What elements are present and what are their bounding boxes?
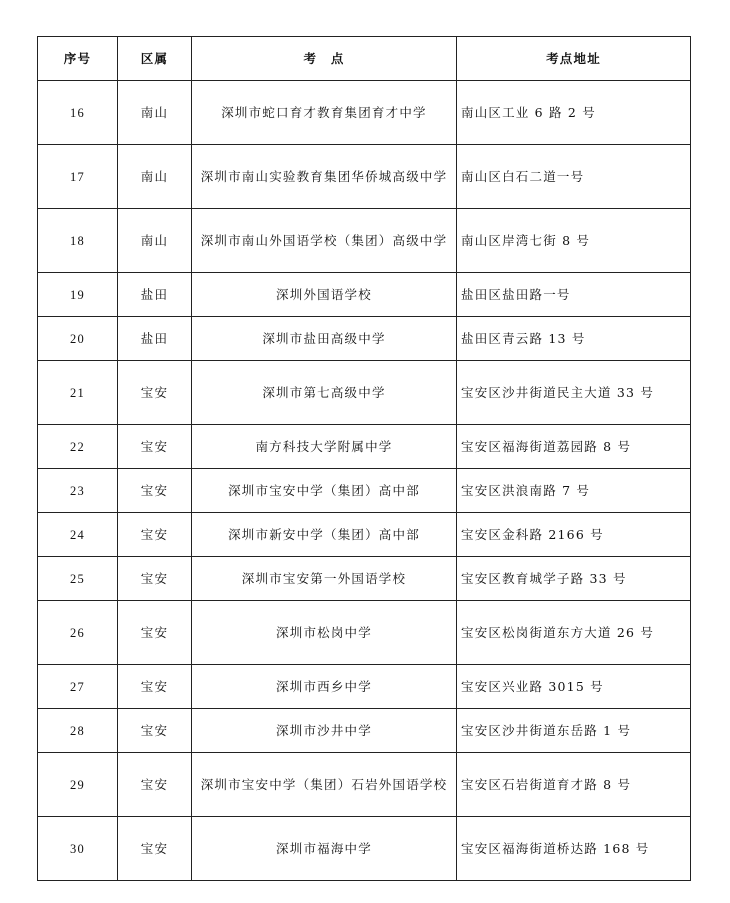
row-no: 21 (38, 361, 118, 425)
row-address: 宝安区福海街道桥达路 168 号 (457, 817, 691, 881)
row-address: 盐田区盐田路一号 (457, 273, 691, 317)
row-venue: 深圳市宝安中学（集团）石岩外国语学校 (192, 753, 457, 817)
table-row (38, 557, 691, 601)
row-venue: 深圳市宝安第一外国语学校 (192, 557, 457, 601)
row-district: 宝安 (118, 601, 192, 665)
exam-venue-table (37, 36, 691, 881)
row-district: 宝安 (118, 361, 192, 425)
row-address: 宝安区兴业路 3015 号 (457, 665, 691, 709)
row-address: 宝安区福海街道荔园路 8 号 (457, 425, 691, 469)
row-no: 28 (38, 709, 118, 753)
row-district: 宝安 (118, 425, 192, 469)
row-address: 宝安区教育城学子路 33 号 (457, 557, 691, 601)
header-venue: 考 点 (192, 37, 457, 81)
row-venue: 深圳外国语学校 (192, 273, 457, 317)
row-no: 25 (38, 557, 118, 601)
row-district: 宝安 (118, 753, 192, 817)
row-no: 23 (38, 469, 118, 513)
row-no: 18 (38, 209, 118, 273)
table-row (38, 81, 691, 145)
table-row (38, 209, 691, 273)
table-row (38, 425, 691, 469)
row-venue: 深圳市蛇口育才教育集团育才中学 (192, 81, 457, 145)
row-venue: 深圳市福海中学 (192, 817, 457, 881)
row-district: 宝安 (118, 513, 192, 557)
row-no: 17 (38, 145, 118, 209)
row-address: 宝安区金科路 2166 号 (457, 513, 691, 557)
row-no: 20 (38, 317, 118, 361)
table-row (38, 817, 691, 881)
row-district: 盐田 (118, 317, 192, 361)
row-district: 南山 (118, 145, 192, 209)
row-no: 30 (38, 817, 118, 881)
row-no: 24 (38, 513, 118, 557)
row-district: 宝安 (118, 469, 192, 513)
row-district: 南山 (118, 81, 192, 145)
row-address: 盐田区青云路 13 号 (457, 317, 691, 361)
row-no: 27 (38, 665, 118, 709)
row-district: 宝安 (118, 709, 192, 753)
row-address: 南山区白石二道一号 (457, 145, 691, 209)
row-address: 宝安区沙井街道民主大道 33 号 (457, 361, 691, 425)
row-address: 宝安区洪浪南路 7 号 (457, 469, 691, 513)
header-no: 序号 (38, 37, 118, 81)
row-venue: 深圳市盐田高级中学 (192, 317, 457, 361)
row-district: 宝安 (118, 665, 192, 709)
row-venue: 深圳市沙井中学 (192, 709, 457, 753)
row-no: 19 (38, 273, 118, 317)
row-no: 16 (38, 81, 118, 145)
table-row (38, 709, 691, 753)
row-no: 26 (38, 601, 118, 665)
row-venue: 深圳市新安中学（集团）高中部 (192, 513, 457, 557)
table-header-row (38, 37, 691, 81)
row-district: 盐田 (118, 273, 192, 317)
row-venue: 深圳市宝安中学（集团）高中部 (192, 469, 457, 513)
row-address: 南山区岸湾七街 8 号 (457, 209, 691, 273)
table-row (38, 361, 691, 425)
row-venue: 深圳市南山实验教育集团华侨城高级中学 (192, 145, 457, 209)
table-row (38, 665, 691, 709)
table-row (38, 753, 691, 817)
row-address: 宝安区松岗街道东方大道 26 号 (457, 601, 691, 665)
table-row (38, 601, 691, 665)
row-address: 南山区工业 6 路 2 号 (457, 81, 691, 145)
row-no: 22 (38, 425, 118, 469)
row-venue: 深圳市松岗中学 (192, 601, 457, 665)
row-district: 宝安 (118, 557, 192, 601)
row-no: 29 (38, 753, 118, 817)
row-district: 南山 (118, 209, 192, 273)
row-address: 宝安区石岩街道育才路 8 号 (457, 753, 691, 817)
table-row (38, 273, 691, 317)
table-row (38, 145, 691, 209)
header-district: 区属 (118, 37, 192, 81)
row-venue: 深圳市第七高级中学 (192, 361, 457, 425)
table-row (38, 513, 691, 557)
row-venue: 南方科技大学附属中学 (192, 425, 457, 469)
table-row (38, 317, 691, 361)
row-venue: 深圳市西乡中学 (192, 665, 457, 709)
row-address: 宝安区沙井街道东岳路 1 号 (457, 709, 691, 753)
row-venue: 深圳市南山外国语学校（集团）高级中学 (192, 209, 457, 273)
table-row (38, 469, 691, 513)
row-district: 宝安 (118, 817, 192, 881)
header-address: 考点地址 (457, 37, 691, 81)
